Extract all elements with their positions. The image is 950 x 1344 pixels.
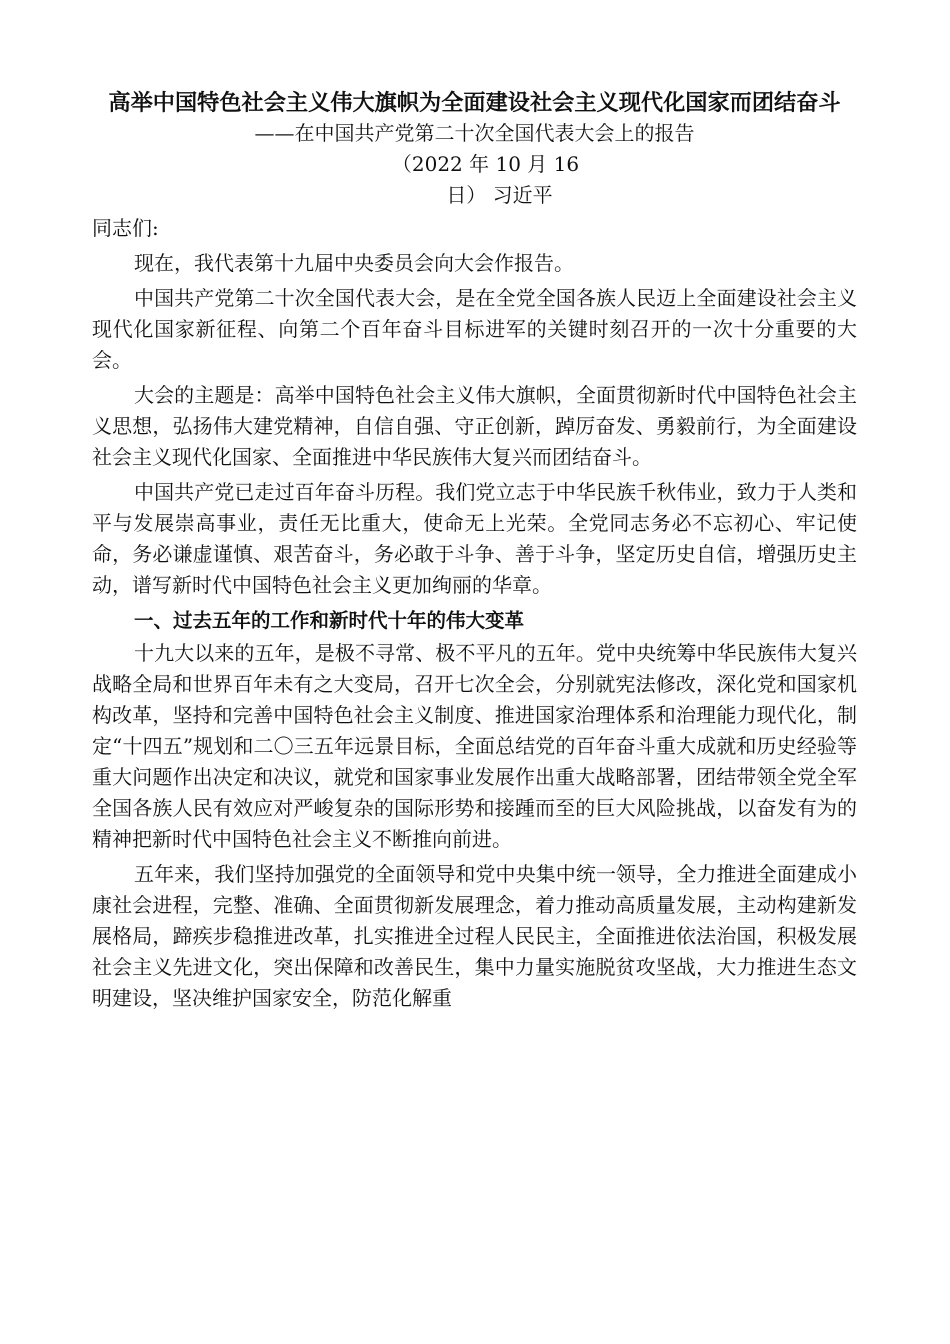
document-page	[92, 88, 857, 1018]
paragraph: 中国共产党第二十次全国代表大会，是在全党全国各族人民迈上全面建设社会主义现代化国家新征程、向第二个百年奋斗目标进军的关键时刻召开的一次十分重要的大会。	[92, 286, 857, 372]
paragraph: 五年来，我们坚持加强党的全面领导和党中央集中统一领导，全力推进全面建成小康社会进程，完整、准确、全面贯彻新发展理念，着力推动高质量发展，主动构建新发展格局，蹄疾步稳推进改革，扎实推进全过程人民民主，全面推进依法治国，积极发展社会主义先进文化，突出保障和改善民生，集中力量实施脱贫攻坚战，大力推进生态文明建设，坚决维护国家安全，防范化解重	[92, 862, 857, 1010]
report-date: （2022 年 10 月 16	[391, 152, 580, 176]
paragraph: 现在，我代表第十九届中央委员会向大会作报告。	[134, 251, 574, 275]
section-heading: 一、过去五年的工作和新时代十年的伟大变革	[134, 609, 525, 632]
paragraph: 十九大以来的五年，是极不寻常、极不平凡的五年。党中央统筹中华民族伟大复兴战略全局和世界百年未有之大变局，召开七次全会，分别就宪法修改，深化党和国家机构改革，坚持和完善中国特色社会主义制度、推进国家治理体系和治理能力现代化，制定“十四五”规划和二〇三五年远景目标，全面总结党的百年奋斗重大成就和历史经验等重大问题作出决定和决议，就党和国家事业发展作出重大战略部署，团结带领全党全军全国各族人民有效应对严峻复杂的国际形势和接踵而至的巨大风险挑战，以奋发有为的精神把新时代中国特色社会主义不断推向前进。	[92, 641, 857, 851]
report-subtitle: ——在中国共产党第二十次全国代表大会上的报告	[254, 121, 695, 145]
report-date-author: 日） 习近平	[446, 183, 553, 207]
paragraph: 大会的主题是：高举中国特色社会主义伟大旗帜，全面贯彻新时代中国特色社会主义思想，弘扬伟大建党精神，自信自强、守正创新，踔厉奋发、勇毅前行，为全面建设社会主义现代化国家、全面推进中华民族伟大复兴而团结奋斗。	[92, 383, 857, 469]
greeting: 同志们:	[92, 216, 159, 240]
report-title: 高举中国特色社会主义伟大旗帜为全面建设社会主义现代化国家而团结奋斗	[108, 90, 841, 116]
paragraph: 中国共产党已走过百年奋斗历程。我们党立志于中华民族千秋伟业，致力于人类和平与发展崇高事业，责任无比重大，使命无上光荣。全党同志务必不忘初心、牢记使命，务必谦虚谨慎、艰苦奋斗，务必敢于斗争、善于斗争，坚定历史自信，增强历史主动，谱写新时代中国特色社会主义更加绚丽的华章。	[92, 480, 857, 597]
